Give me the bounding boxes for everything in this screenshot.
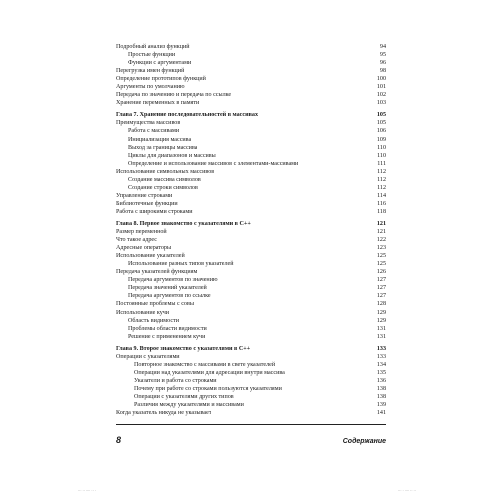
toc-entry-page: 109 — [376, 136, 386, 143]
toc-entry[interactable] — [116, 184, 386, 192]
toc-entry-title: Повторное знакомство с массивами в свете указателей — [134, 361, 276, 368]
toc-entry-title: Использование указателей — [116, 253, 185, 260]
toc-entry-title: Различия между указателями и массивами — [134, 402, 244, 409]
toc-entry-page: 126 — [376, 269, 386, 276]
toc-entry[interactable] — [116, 75, 386, 83]
toc-entry[interactable] — [116, 200, 386, 208]
toc-entry-title: Передача значений указателей — [128, 285, 207, 292]
toc-entry-title: Постоянные проблемы с совы — [116, 301, 194, 308]
toc-entry-title: Размер переменной — [116, 229, 167, 236]
toc-entry-title: Инициализация массива — [128, 136, 192, 143]
toc-entry-page: 118 — [377, 208, 386, 215]
toc-entry-title: Циклы для диапазонов и массивы — [128, 152, 216, 159]
toc-entry-page: 133 — [376, 353, 386, 360]
toc-entry-page: 121 — [376, 229, 386, 236]
toc-entry[interactable] — [116, 192, 386, 200]
toc-entry-title: Функции с аргументами — [128, 60, 192, 67]
toc-entry[interactable] — [116, 409, 386, 417]
toc-chapter-heading[interactable] — [116, 220, 386, 228]
toc-entry[interactable] — [116, 208, 386, 216]
toc-entry[interactable] — [116, 309, 386, 317]
footer-rule — [116, 424, 386, 425]
toc-entry-page: 134 — [376, 361, 386, 368]
toc-entry-title: Использование символьных массивов — [116, 168, 215, 175]
toc-entry[interactable] — [116, 401, 386, 409]
toc-entry[interactable] — [116, 136, 386, 144]
toc-entry-page: 102 — [376, 92, 386, 99]
toc-entry[interactable] — [116, 43, 386, 51]
toc-entry-page: 112 — [377, 168, 386, 175]
toc-entry[interactable] — [116, 119, 386, 127]
table-of-contents — [116, 43, 386, 417]
toc-entry[interactable] — [116, 67, 386, 75]
toc-entry-page: 135 — [376, 369, 386, 376]
toc-entry-page: 133 — [376, 345, 386, 352]
toc-entry-page: 105 — [376, 120, 386, 127]
toc-entry-page: 127 — [376, 293, 386, 300]
toc-chapter-heading[interactable] — [116, 345, 386, 353]
toc-entry-page: 139 — [376, 402, 386, 409]
toc-entry[interactable] — [116, 152, 386, 160]
toc-entry-title: Выход за границы массива — [128, 144, 198, 151]
toc-entry[interactable] — [116, 268, 386, 276]
toc-entry-title: Простые функции — [128, 52, 176, 59]
toc-entry-page: 94 — [379, 44, 386, 50]
toc-entry-title: Работа с массивами — [128, 128, 180, 135]
toc-entry-page: 138 — [376, 393, 386, 400]
toc-entry[interactable] — [116, 51, 386, 59]
toc-entry-title: Хранение переменных в памяти — [116, 100, 200, 107]
toc-entry-title: Передача аргументов по значению — [128, 277, 218, 284]
toc-entry-title: Операции над указателями для адресации внутри массива — [134, 369, 285, 376]
toc-entry-title: Глава 9. Второе знакомство с указателями в C++ — [116, 345, 251, 352]
toc-entry-page: 116 — [377, 200, 386, 207]
print-slug-left: ··· ·· ···· ·· · — [78, 489, 96, 493]
toc-entry[interactable] — [116, 99, 386, 107]
toc-entry-page: 106 — [376, 128, 386, 135]
toc-entry[interactable] — [116, 59, 386, 67]
toc-entry-page: 112 — [377, 184, 386, 191]
page-number: 8 — [116, 435, 122, 445]
toc-entry-title: Определение и использование массивов с элементами-массивами — [128, 160, 299, 167]
toc-entry[interactable] — [116, 353, 386, 361]
toc-entry[interactable] — [116, 333, 386, 341]
toc-entry-title: Указатели и работа со строками — [134, 377, 217, 384]
toc-entry-page: 105 — [376, 112, 386, 119]
toc-entry[interactable] — [116, 369, 386, 377]
toc-entry-page: 131 — [376, 333, 386, 340]
toc-entry-title: Передача аргументов по ссылке — [128, 293, 211, 300]
toc-entry-page: 129 — [376, 317, 386, 324]
toc-entry[interactable] — [116, 83, 386, 91]
toc-entry-title: Почему при работе со строками пользуются указателями — [134, 385, 282, 392]
toc-entry[interactable] — [116, 325, 386, 333]
toc-entry-title: Когда указатель никуда не указывает — [116, 410, 212, 417]
toc-entry-title: Глава 8. Первое знакомство с указателями в C++ — [116, 220, 251, 227]
page-footer — [116, 435, 386, 445]
toc-entry[interactable] — [116, 377, 386, 385]
toc-entry-page: 131 — [376, 325, 386, 332]
running-title: Содержание — [342, 438, 386, 445]
toc-entry-page: 110 — [377, 144, 386, 151]
toc-entry-title: Подробный анализ функций — [116, 44, 190, 50]
toc-entry-page: 127 — [376, 285, 386, 292]
toc-entry-title: Передача по значению и передача по ссылке — [116, 92, 232, 99]
toc-entry-title: Проблемы области видимости — [128, 325, 207, 332]
toc-entry-title: Работа с широкими строками — [116, 208, 193, 215]
toc-entry-title: Библиотечные функции — [116, 200, 178, 207]
toc-entry[interactable] — [116, 361, 386, 369]
toc-entry-page: 96 — [379, 60, 386, 67]
toc-entry-page: 122 — [376, 237, 386, 244]
toc-entry[interactable] — [116, 228, 386, 236]
toc-entry[interactable] — [116, 160, 386, 168]
toc-entry-title: Область видимости — [128, 317, 179, 324]
toc-entry-title: Операции с указателями — [116, 353, 180, 360]
toc-entry-page: 123 — [376, 245, 386, 252]
toc-entry-title: Адресные операторы — [116, 245, 172, 252]
toc-entry-title: Операции с указателями других типов — [134, 393, 234, 400]
toc-entry[interactable] — [116, 292, 386, 300]
toc-entry[interactable] — [116, 385, 386, 393]
toc-entry-title: Создание строки символов — [128, 184, 198, 191]
toc-entry-page: 111 — [377, 160, 386, 167]
toc-entry-page: 95 — [379, 52, 386, 59]
toc-entry-page: 127 — [376, 277, 386, 284]
toc-entry-page: 100 — [376, 76, 386, 83]
toc-entry-page: 121 — [376, 220, 386, 227]
toc-entry[interactable] — [116, 176, 386, 184]
toc-entry-title: Определение прототипов функций — [116, 76, 206, 83]
toc-entry-page: 98 — [379, 68, 386, 75]
toc-entry-page: 129 — [376, 309, 386, 316]
toc-entry-page: 103 — [376, 100, 386, 107]
toc-entry-title: Использование разных типов указателей — [128, 261, 234, 268]
toc-entry-page: 141 — [376, 410, 386, 417]
toc-entry[interactable] — [116, 236, 386, 244]
toc-entry[interactable] — [116, 260, 386, 268]
toc-entry[interactable] — [116, 168, 386, 176]
toc-entry-title: Аргументы по умолчанию — [116, 84, 185, 91]
toc-entry-title: Управление строками — [116, 192, 173, 199]
print-slug-right: ··· · ···· ·· ·· — [398, 489, 416, 493]
toc-entry[interactable] — [116, 144, 386, 152]
toc-entry-page: 110 — [377, 152, 386, 159]
toc-entry-title: Перегрузка имен функций — [116, 68, 185, 75]
toc-entry-title: Передача указателей функциям — [116, 269, 198, 276]
toc-entry[interactable] — [116, 284, 386, 292]
toc-entry[interactable] — [116, 244, 386, 252]
toc-entry-page: 125 — [376, 253, 386, 260]
toc-entry-page: 136 — [376, 377, 386, 384]
toc-chapter-heading[interactable] — [116, 111, 386, 119]
toc-entry-page: 101 — [376, 84, 386, 91]
toc-entry-page: 138 — [376, 385, 386, 392]
toc-entry-page: 114 — [377, 192, 386, 199]
toc-entry-title: Создание массива символов — [128, 176, 201, 183]
toc-entry[interactable] — [116, 252, 386, 260]
toc-entry[interactable] — [116, 91, 386, 99]
toc-entry-page: 112 — [377, 176, 386, 183]
toc-entry[interactable] — [116, 276, 386, 284]
toc-entry-title: Глава 7. Хранение последовательностей в массивах — [116, 112, 258, 119]
toc-entry-page: 128 — [376, 301, 386, 308]
toc-entry-title: Решение с применением кучи — [128, 333, 206, 340]
toc-entry-title: Преимущества массивов — [116, 120, 181, 127]
toc-entry[interactable] — [116, 393, 386, 401]
toc-entry-title: Использование кучи — [116, 309, 170, 316]
toc-entry[interactable] — [116, 317, 386, 325]
toc-entry-page: 125 — [376, 261, 386, 268]
toc-entry-title: Что такое адрес — [116, 237, 157, 244]
toc-entry[interactable] — [116, 127, 386, 135]
toc-entry[interactable] — [116, 300, 386, 308]
